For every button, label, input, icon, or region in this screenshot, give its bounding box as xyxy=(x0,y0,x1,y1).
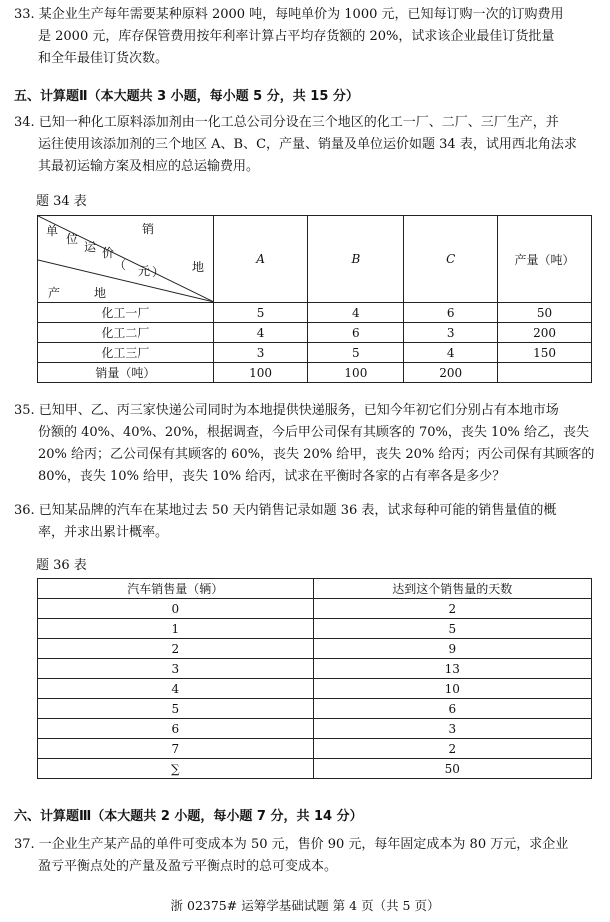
q34-line: 其最初运输方案及相应的总运输费用。 xyxy=(38,159,260,174)
table-cell: 100 xyxy=(308,363,404,383)
table-row xyxy=(38,599,592,619)
page-footer: 浙 02375# 运筹学基础试题 第 4 页（共 5 页） xyxy=(170,898,440,913)
question-34 xyxy=(14,112,596,178)
table-cell: 2 xyxy=(313,739,591,759)
diagonal-header-cell xyxy=(38,216,214,303)
table-36 xyxy=(37,578,592,779)
diag-label: 销 xyxy=(142,222,155,236)
row-label: 化工一厂 xyxy=(38,303,214,323)
q33-line: 是 2000 元，库存保管费用按年利率计算占平均存货额的 20%，试求该企业最佳订货批量 xyxy=(38,29,555,44)
table-cell: 6 xyxy=(404,303,498,323)
table-cell xyxy=(498,363,592,383)
table-cell: 13 xyxy=(313,659,591,679)
question-36 xyxy=(14,500,596,544)
table-row xyxy=(38,323,592,343)
section-5-heading: 五、计算题Ⅱ（本大题共 3 小题，每小题 5 分，共 15 分） xyxy=(14,89,359,104)
table-cell: 5 xyxy=(308,343,404,363)
diag-label: 位 xyxy=(66,232,79,246)
table-cell: 4 xyxy=(38,679,314,699)
table-cell: 9 xyxy=(313,639,591,659)
table-cell: 6 xyxy=(313,699,591,719)
q36-line: 36. 已知某品牌的汽车在某地过去 50 天内销售记录如题 36 表，试求每种可能的销售量值的概 xyxy=(14,503,557,518)
col-header-output: 产量（吨） xyxy=(498,216,592,303)
table-cell: 2 xyxy=(313,599,591,619)
question-37 xyxy=(14,834,596,878)
table-cell: 50 xyxy=(498,303,592,323)
table-cell: 4 xyxy=(213,323,308,343)
table-34-caption: 题 34 表 xyxy=(36,194,87,209)
table-cell: 7 xyxy=(38,739,314,759)
table-cell: 200 xyxy=(498,323,592,343)
q37-line: 37. 一企业生产某产品的单件可变成本为 50 元，售价 90 元，每年固定成本为 80 万元，求企业 xyxy=(14,837,569,852)
col-header-c: C xyxy=(404,216,498,303)
table-cell: 3 xyxy=(38,659,314,679)
table-36-caption: 题 36 表 xyxy=(36,558,87,573)
q36-line: 率，并求出累计概率。 xyxy=(38,525,169,540)
table-cell: 6 xyxy=(308,323,404,343)
table-row xyxy=(38,639,592,659)
q34-line: 34. 已知一种化工原料添加剂由一化工总公司分设在三个地区的化工一厂、二厂、三厂生产，并 xyxy=(14,115,559,130)
q33-line: 33. 某企业生产每年需要某种原料 2000 吨，每吨单价为 1000 元，已知每订购一次的订购费用 xyxy=(14,7,564,22)
table-row xyxy=(38,759,592,779)
table-cell: 100 xyxy=(213,363,308,383)
table-row xyxy=(38,699,592,719)
col-header-sales: 汽车销售量（辆） xyxy=(38,579,314,599)
table-row xyxy=(38,619,592,639)
table-cell: 3 xyxy=(404,323,498,343)
q37-line: 盈亏平衡点处的产量及盈亏平衡点时的总可变成本。 xyxy=(38,859,338,874)
table-cell: 200 xyxy=(404,363,498,383)
table-cell: 4 xyxy=(308,303,404,323)
table-cell: 5 xyxy=(313,619,591,639)
diag-label: 产 xyxy=(48,286,61,300)
q34-line: 运往使用该添加剂的三个地区 A、B、C，产量、销量及单位运价如题 34 表，试用西北角法求 xyxy=(38,137,577,152)
diag-label: 地 xyxy=(192,260,205,274)
diag-label: 单 xyxy=(46,224,59,238)
row-label: 销量（吨） xyxy=(38,363,214,383)
table-cell: 1 xyxy=(38,619,314,639)
table-cell: ∑ xyxy=(38,759,314,779)
table-row xyxy=(38,739,592,759)
table-cell: 150 xyxy=(498,343,592,363)
col-header-b: B xyxy=(308,216,404,303)
q33-line: 和全年最佳订货次数。 xyxy=(38,51,169,66)
table-row xyxy=(38,679,592,699)
section-6-heading: 六、计算题Ⅲ（本大题共 2 小题，每小题 7 分，共 14 分） xyxy=(14,809,363,824)
table-row xyxy=(38,719,592,739)
q35-line: 20% 给丙；乙公司保有其顾客的 60%，丧失 20% 给甲，丧失 20% 给丙；丙公司保有其顾客的 xyxy=(38,447,595,462)
diag-label: ） xyxy=(152,265,165,279)
table-cell: 5 xyxy=(38,699,314,719)
q35-line: 35. 已知甲、乙、丙三家快递公司同时为本地提供快递服务，已知今年初它们分别占有本地市场 xyxy=(14,403,559,418)
table-cell: 3 xyxy=(213,343,308,363)
row-label: 化工三厂 xyxy=(38,343,214,363)
table-row xyxy=(38,303,592,323)
question-33 xyxy=(14,4,596,70)
table-cell: 50 xyxy=(313,759,591,779)
table-cell: 0 xyxy=(38,599,314,619)
diag-label: 元 xyxy=(138,264,151,278)
table-34 xyxy=(37,215,592,383)
diag-label: 运 xyxy=(84,240,97,254)
table-cell: 2 xyxy=(38,639,314,659)
table-cell: 6 xyxy=(38,719,314,739)
col-header-a: A xyxy=(213,216,308,303)
table-cell: 10 xyxy=(313,679,591,699)
table-row xyxy=(38,343,592,363)
diag-label: 地 xyxy=(94,286,107,300)
diag-label: 价 xyxy=(102,246,115,260)
question-35 xyxy=(14,400,596,488)
table-cell: 5 xyxy=(213,303,308,323)
table-row xyxy=(38,659,592,679)
table-cell: 4 xyxy=(404,343,498,363)
table-cell: 3 xyxy=(313,719,591,739)
q35-line: 份额的 40%、40%、20%，根据调查，今后甲公司保有其顾客的 70%，丧失 10% 给乙，丧失 xyxy=(38,425,590,440)
table-row xyxy=(38,363,592,383)
row-label: 化工二厂 xyxy=(38,323,214,343)
diag-label: （ xyxy=(114,258,127,272)
q35-line: 80%，丧失 10% 给甲，丧失 10% 给丙，试求在平衡时各家的占有率各是多少？ xyxy=(38,469,506,484)
col-header-days: 达到这个销售量的天数 xyxy=(313,579,591,599)
